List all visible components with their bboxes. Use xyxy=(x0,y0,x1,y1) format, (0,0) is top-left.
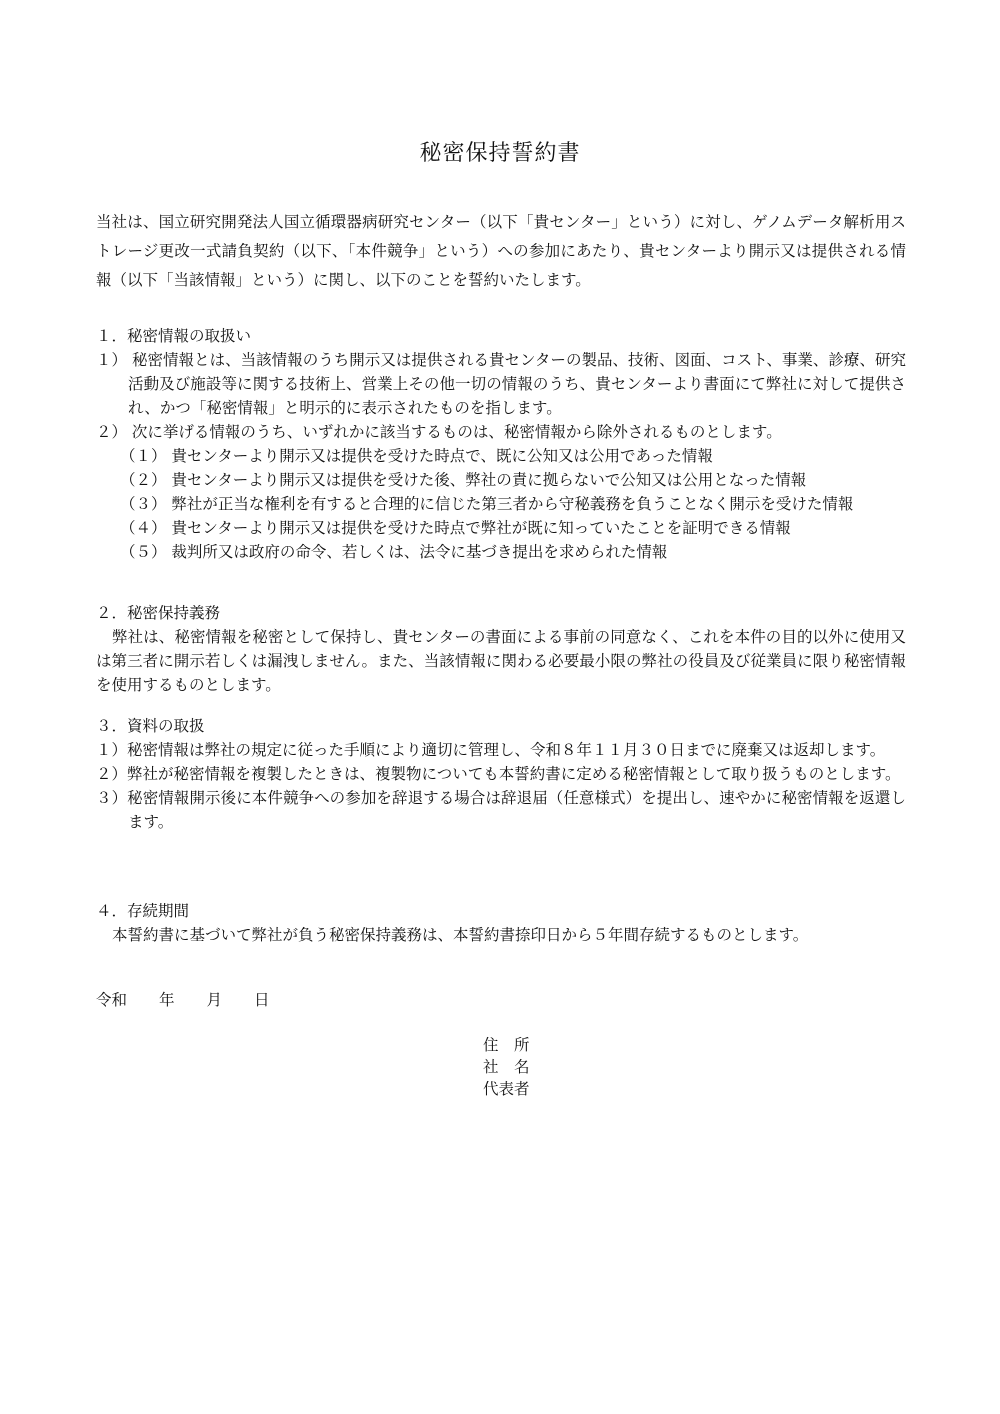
date-day: 日 xyxy=(254,991,270,1009)
section-paragraph: 弊社は、秘密情報を秘密として保持し、貴センターの書面による事前の同意なく、これを本件の目的以外に使用又は第三者に開示若しくは漏洩しません。また、当該情報に関わる必要最小限の弊社の役員及び従業員に限り秘密情報を使用するものとします。 xyxy=(96,628,906,694)
section-heading: ４．存続期間 xyxy=(96,902,190,920)
signature-address-label: 住 所 xyxy=(483,1036,530,1054)
signature-company-label: 社 名 xyxy=(483,1058,530,1076)
section-heading: ２．秘密保持義務 xyxy=(96,604,221,622)
section-heading: １．秘密情報の取扱い xyxy=(96,327,252,345)
sub-list-item: （４） 貴センターより開示又は提供を受けた時点で弊社が既に知っていたことを証明できる情報 xyxy=(120,519,791,537)
sub-list-item: （２） 貴センターより開示又は提供を受けた後、弊社の責に拠らないで公知又は公用となった情報 xyxy=(120,471,807,489)
date-year: 年 xyxy=(159,991,175,1009)
document-title: 秘密保持誓約書 xyxy=(419,141,581,166)
sub-list-item: （５） 裁判所又は政府の命令、若しくは、法令に基づき提出を求められた情報 xyxy=(120,543,668,561)
signature-representative-label: 代表者 xyxy=(483,1080,530,1098)
section-confidentiality-obligation xyxy=(96,601,906,697)
date-month: 月 xyxy=(206,991,223,1009)
section-duration xyxy=(96,899,906,947)
date-era: 令和 xyxy=(96,991,128,1009)
sub-list-item: （１） 貴センターより開示又は提供を受けた時点で、既に公知又は公用であった情報 xyxy=(120,447,713,465)
list-item: ２）弊社が秘密情報を複製したときは、複製物についても本誓約書に定める秘密情報として取り扱うものとします。 xyxy=(96,765,901,783)
list-item: ３）秘密情報開示後に本件競争への参加を辞退する場合は辞退届（任意様式）を提出し、速やかに秘密情報を返還します。 xyxy=(96,789,906,831)
section-paragraph: 本誓約書に基づいて弊社が負う秘密保持義務は、本誓約書捺印日から５年間存続するものとします。 xyxy=(112,926,809,944)
list-item: １）秘密情報は弊社の規定に従った手順により適切に管理し、令和８年１１月３０日までに廃棄又は返却します。 xyxy=(96,741,886,759)
intro-paragraph: 当社は、国立研究開発法人国立循環器病研究センター（以下「貴センター」という）に対し、ゲノムデータ解析用ストレージ更改一式請負契約（以下、「本件競争」という）への参加にあたり、貴センターより開示又は提供される情報（以下「当該情報」という）に関し、以下のことを誓約いたします。 xyxy=(96,213,906,289)
section-confidential-info xyxy=(96,324,906,564)
date-line xyxy=(96,988,270,1010)
signature-block xyxy=(483,1034,530,1100)
section-materials-handling xyxy=(96,714,906,834)
list-item: １） 秘密情報とは、当該情報のうち開示又は提供される貴センターの製品、技術、図面、コスト、事業、診療、研究活動及び施設等に関する技術上、営業上その他一切の情報のうち、貴センターより書面にて弊社に対して提供され、かつ「秘密情報」と明示的に表示されたものを指します。 xyxy=(96,351,906,417)
list-item: ２） 次に挙げる情報のうち、いずれかに該当するものは、秘密情報から除外されるものとします。 xyxy=(96,423,782,441)
section-heading: ３．資料の取扱 xyxy=(96,717,205,735)
sub-list-item: （３） 弊社が正当な権利を有すると合理的に信じた第三者から守秘義務を負うことなく開示を受けた情報 xyxy=(120,495,854,513)
